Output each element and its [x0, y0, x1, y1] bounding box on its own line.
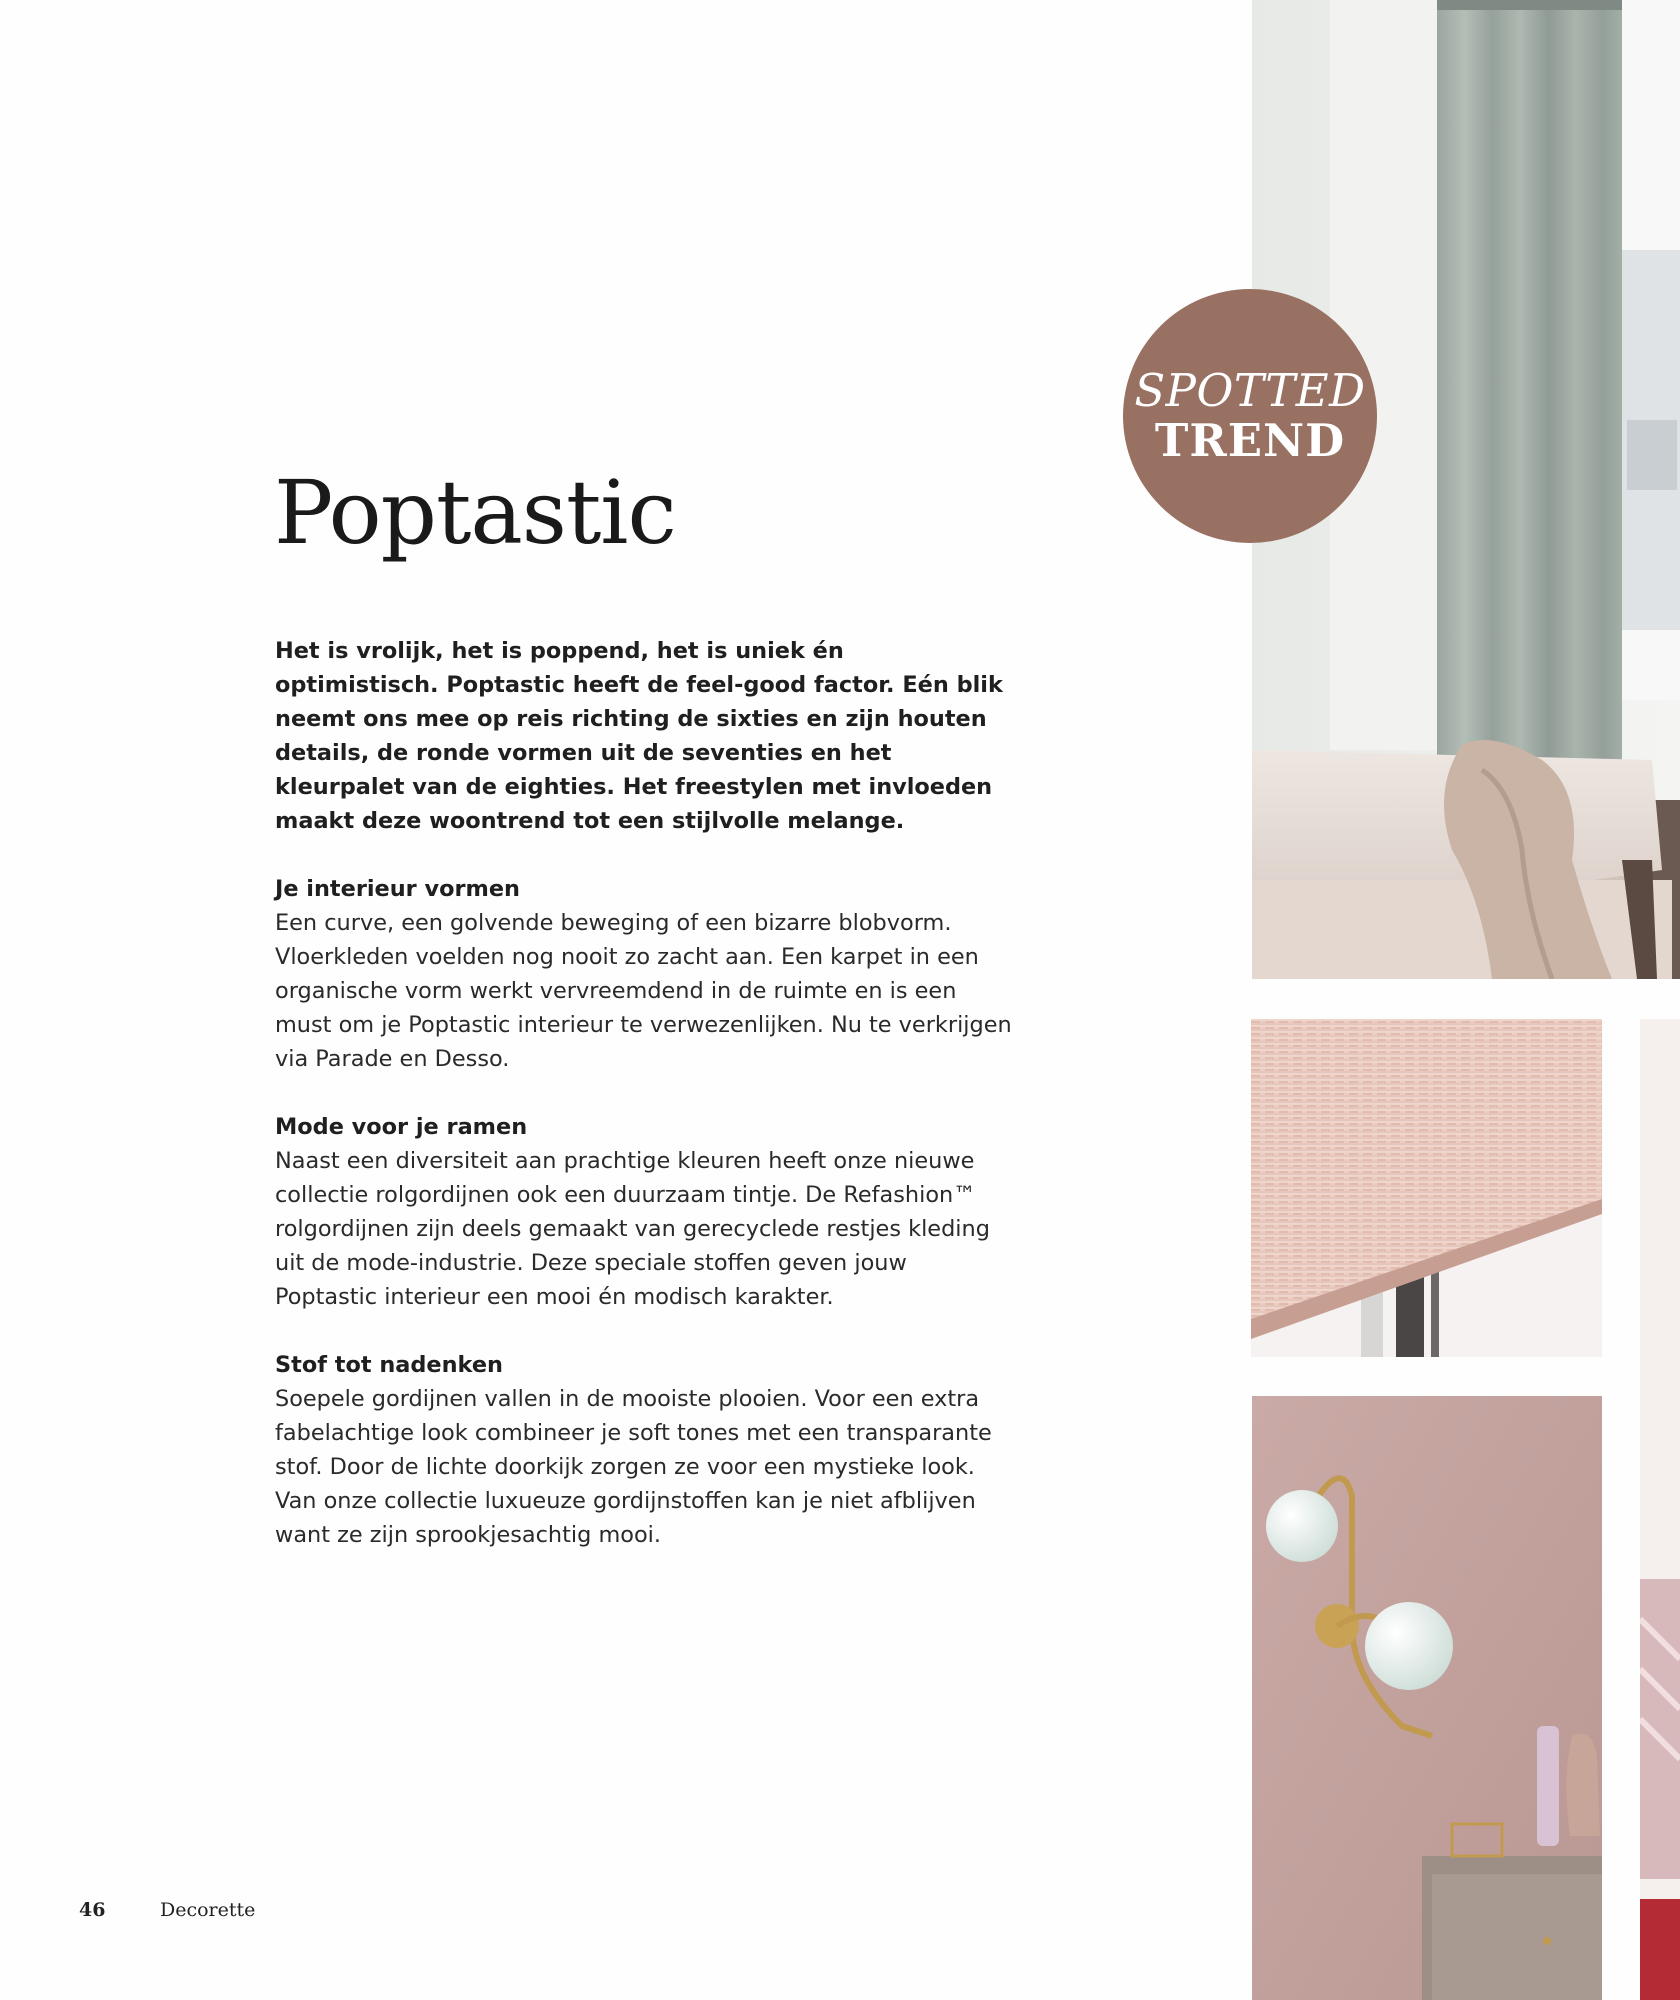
section-body: Een curve, een golvende beweging of een bizarre blobvorm. Vloerkleden voelden nog nooit zo zacht aan. Een karpet in een organische vorm werkt vervreemdend in de ruimte en is een must om je Poptastic interieur te verwezenlijken. Nu te verkrijgen via Parade en Desso.	[275, 910, 1012, 1072]
edge-photo-illustration	[1640, 1019, 1680, 2000]
edge-photo-strip	[1640, 1019, 1680, 2000]
roller-blind-photo	[1251, 1019, 1602, 1357]
wall-lamp-illustration	[1252, 1396, 1602, 2000]
wall-lamp-photo	[1252, 1396, 1602, 2000]
roller-blind-illustration	[1251, 1019, 1602, 1357]
section-body: Soepele gordijnen vallen in de mooiste plooien. Voor een extra fabelachtige look combineer je soft tones met een transparante stof. Door de lichte doorkijk zorgen ze voor een mystieke look. Van onze collectie luxueuze gordijnstoffen kan je niet afblijven want ze zijn sprookjesachtig mooi.	[275, 1386, 992, 1548]
article-body	[275, 634, 1015, 1586]
page-number: 46	[79, 1899, 106, 1921]
section-heading: Mode voor je ramen	[275, 1114, 528, 1140]
badge-line-2: TREND	[1154, 414, 1346, 467]
page-title: Poptastic	[274, 461, 676, 564]
section-heading: Je interieur vormen	[275, 876, 520, 902]
section-heading: Stof tot nadenken	[275, 1352, 503, 1378]
spotted-trend-badge	[1123, 289, 1377, 543]
section-ramen	[275, 1110, 1015, 1314]
section-interieur	[275, 872, 1015, 1076]
badge-line-1: SPOTTED	[1134, 364, 1366, 417]
brand-name: Decorette	[160, 1899, 256, 1921]
section-stof	[275, 1348, 1015, 1552]
intro-paragraph: Het is vrolijk, het is poppend, het is uniek én optimistisch. Poptastic heeft de feel-good factor. Eén blik neemt ons mee op reis richting de sixties en zijn houten details, de ronde vormen uit de seventies en het kleurpalet van de eighties. Het freestylen met invloeden maakt deze woontrend tot een stijlvolle melange.	[275, 638, 1003, 834]
section-body: Naast een diversiteit aan prachtige kleuren heeft onze nieuwe collectie rolgordijnen ook een duurzaam tintje. De Refashion™ rolgordijnen zijn deels gemaakt van gerecyclede restjes kleding uit de mode-industrie. Deze speciale stoffen geven jouw Poptastic interieur een mooi én modisch karakter.	[275, 1148, 990, 1310]
